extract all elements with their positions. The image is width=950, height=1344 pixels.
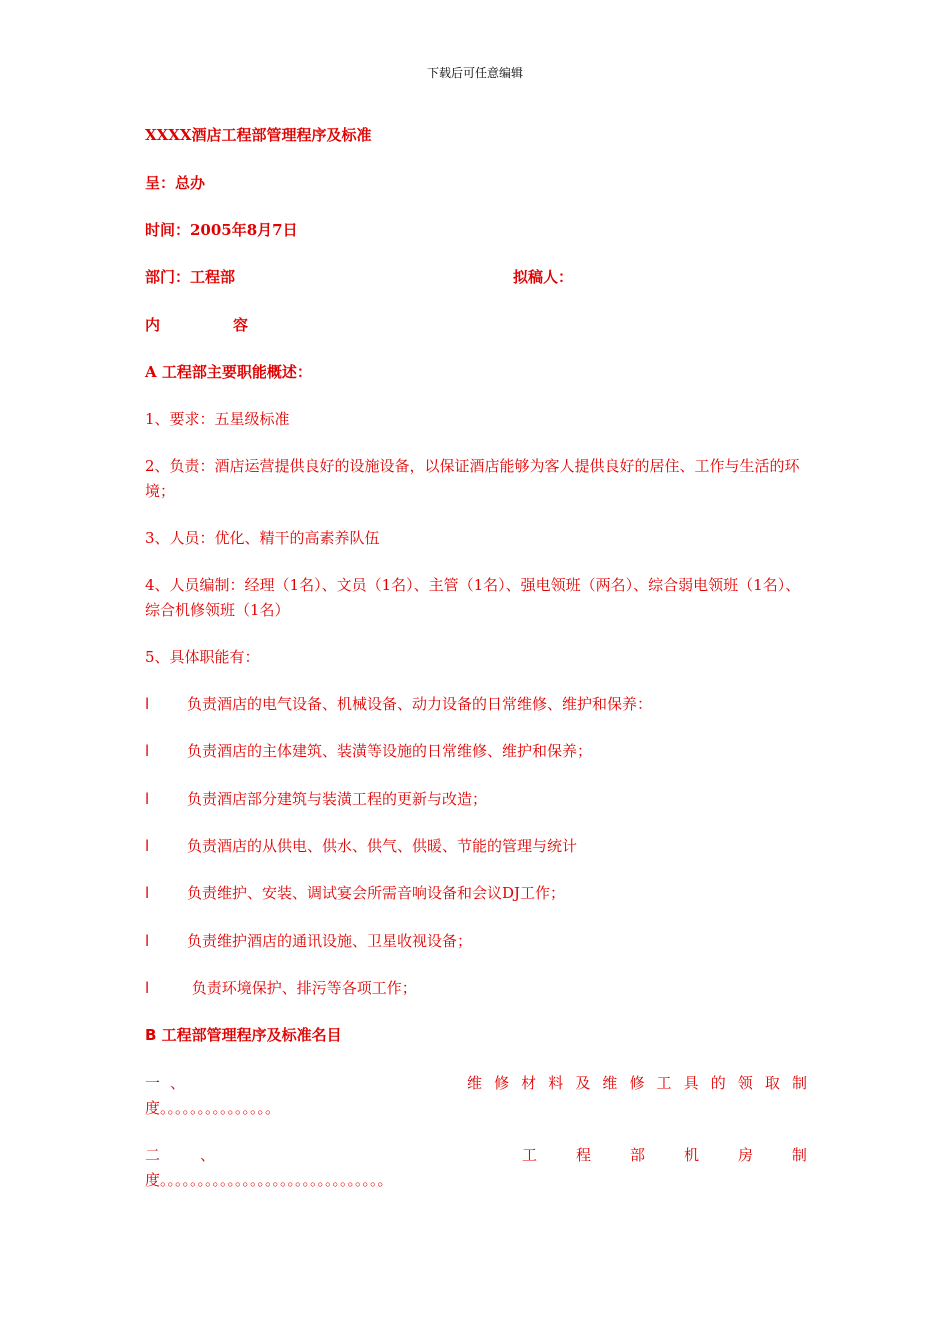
department-label: 部门：工程部 bbox=[145, 268, 236, 286]
bullet-text: 负责酒店的主体建筑、装潢等设施的日常维修、维护和保养； bbox=[187, 742, 593, 760]
list-char: 部 bbox=[629, 1146, 645, 1164]
bullet-text: 负责维护酒店的通讯设施、卫星收视设备； bbox=[187, 932, 473, 950]
bullet-mark: l bbox=[145, 742, 150, 760]
bullet-text: 负责酒店部分建筑与装潢工程的更新与改造； bbox=[187, 790, 488, 808]
list-char: 二 bbox=[145, 1146, 161, 1164]
bullet-mark: l bbox=[145, 790, 150, 808]
justified-line bbox=[145, 1071, 807, 1096]
bullet-item-3 bbox=[145, 787, 807, 812]
list-entry-2-line-2: 度。。。。。。。。。。。。。。。。。。。。。。。。。。。。。。 bbox=[145, 1171, 393, 1189]
bullet-mark: l bbox=[145, 884, 150, 902]
list-char: 房 bbox=[737, 1146, 753, 1164]
bullet-item-7 bbox=[145, 976, 807, 1001]
recipient-line: 呈：总办 bbox=[145, 174, 206, 192]
list-char: 维 bbox=[602, 1074, 618, 1092]
bullet-mark: l bbox=[145, 695, 150, 713]
drafter-label: 拟稿人： bbox=[513, 268, 574, 286]
section-b-heading: B 工程部管理程序及标准名目 bbox=[145, 1026, 342, 1044]
list-char: 维 bbox=[467, 1074, 483, 1092]
bullet-mark: l bbox=[145, 979, 150, 997]
list-char: 材 bbox=[521, 1074, 537, 1092]
list-title bbox=[522, 1143, 807, 1168]
content-heading bbox=[145, 313, 807, 338]
justified-line bbox=[145, 1143, 807, 1168]
list-char: 、 bbox=[200, 1146, 216, 1164]
item-5: 5、具体职能有： bbox=[145, 648, 260, 666]
list-char: 一 bbox=[145, 1074, 161, 1092]
list-char: 工 bbox=[656, 1074, 672, 1092]
list-char: 领 bbox=[737, 1074, 753, 1092]
bullet-item-4 bbox=[145, 834, 807, 859]
bullet-item-2 bbox=[145, 739, 807, 764]
list-char: 修 bbox=[629, 1074, 645, 1092]
document-title: XXXX酒店工程部管理程序及标准 bbox=[145, 126, 372, 144]
list-number bbox=[145, 1071, 185, 1096]
list-char: 料 bbox=[548, 1074, 564, 1092]
section-a-heading: A 工程部主要职能概述： bbox=[145, 363, 312, 381]
item-3: 3、人员：优化、精干的高素养队伍 bbox=[145, 529, 380, 547]
item-2: 2、负责：酒店运营提供良好的设施设备，以保证酒店能够为客人提供良好的居住、工作与生活的环境； bbox=[145, 457, 800, 500]
list-entry-2-line-1 bbox=[145, 1143, 807, 1168]
content-label-2: 容 bbox=[233, 316, 249, 334]
list-number bbox=[145, 1143, 215, 1168]
item-4: 4、人员编制：经理（1名）、文员（1名）、主管（1名）、强电领班（两名）、综合弱电领班（1名）、综合机修领班（1名） bbox=[145, 576, 801, 619]
list-char: 的 bbox=[710, 1074, 726, 1092]
date-line: 时间：2005年8月7日 bbox=[145, 221, 298, 239]
bullet-mark: l bbox=[145, 932, 150, 950]
bullet-item-6 bbox=[145, 929, 807, 954]
list-entry-1-line-1 bbox=[145, 1071, 807, 1096]
bullet-text: 负责酒店的从供电、供水、供气、供暖、节能的管理与统计 bbox=[187, 837, 578, 855]
bullet-text: 负责酒店的电气设备、机械设备、动力设备的日常维修、维护和保养： bbox=[187, 695, 653, 713]
list-char: 及 bbox=[575, 1074, 591, 1092]
list-char: 制 bbox=[791, 1146, 807, 1164]
bullet-text: 负责环境保护、排污等各项工作； bbox=[187, 979, 417, 997]
bullet-item-1 bbox=[145, 692, 807, 717]
content-label-1: 内 bbox=[145, 316, 161, 334]
list-char: 程 bbox=[575, 1146, 591, 1164]
list-char: 机 bbox=[683, 1146, 699, 1164]
bullet-text: 负责维护、安装、调试宴会所需音响设备和会议DJ工作； bbox=[187, 884, 566, 902]
bullet-mark: l bbox=[145, 837, 150, 855]
list-char: 、 bbox=[170, 1074, 186, 1092]
item-1: 1、要求：五星级标准 bbox=[145, 410, 290, 428]
list-char: 具 bbox=[683, 1074, 699, 1092]
list-char: 修 bbox=[494, 1074, 510, 1092]
list-char: 取 bbox=[764, 1074, 780, 1092]
list-entry-1-line-2: 度。。。。。。。。。。。。。。。 bbox=[145, 1099, 281, 1117]
page-header: 下载后可任意编辑 bbox=[426, 66, 523, 80]
department-line bbox=[145, 265, 807, 290]
list-title bbox=[467, 1071, 807, 1096]
list-char: 制 bbox=[791, 1074, 807, 1092]
bullet-item-5 bbox=[145, 881, 807, 906]
list-char: 工 bbox=[522, 1146, 538, 1164]
